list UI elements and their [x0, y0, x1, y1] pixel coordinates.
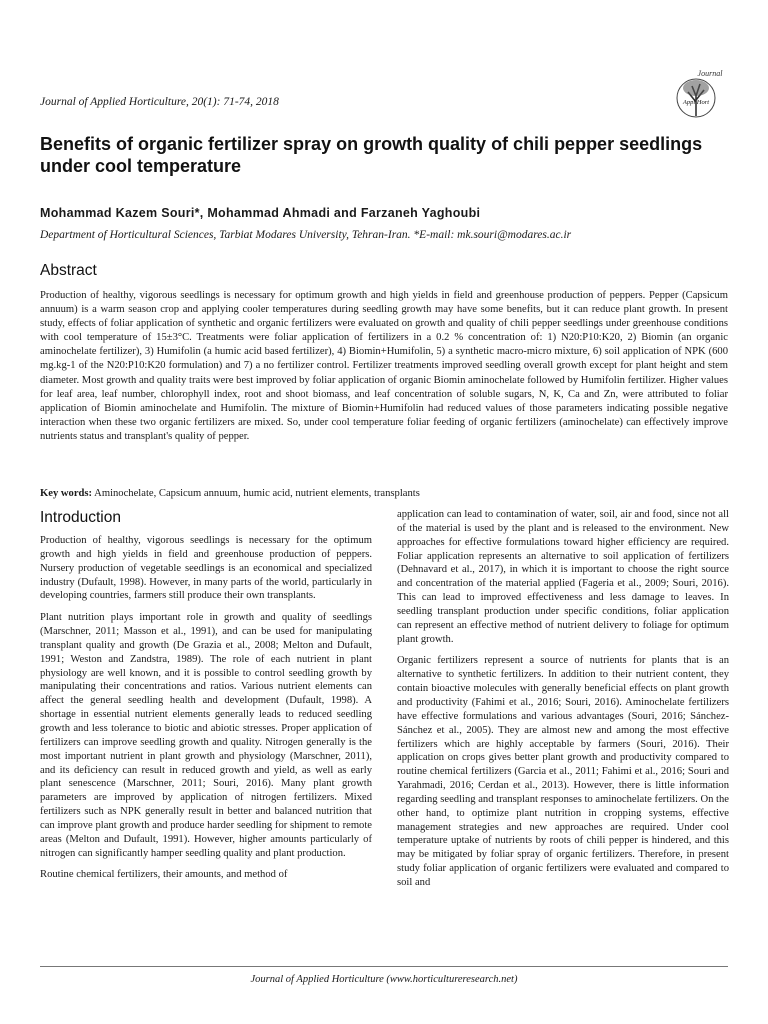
intro-paragraph: Organic fertilizers represent a source of nutrients for plants that is an alternative to synthetic fertilizers. In addition to their nutrient content, they contain bioactive molecules with generally beneficial effects on plant growth and productivity (Fahimi et al., 2016; Souri, 2016). Aminochelate fertilizers have effective formulations and various advantages (Souri, 2016; Sánchez-Sánchez et al., 2005). They are almost new and among the most effective fertilizers which are highly acceptable by farmers (Souri, 2016). Their application on crops gives better plant growth and productivity compared to routine chemical fertilizers (Garcia et al., 2011; Fahimi et al., 2016; Souri and Yarahmadi, 2016; Cerdan et al., 2013). However, there is little information regarding seedling and transplant responses to aminochelate fertilizers. On the other hand, to optimize plant nutrition in cropping systems, effective management strategies and new approaches are required. Under cool temperature uptake of nutrients by roots of chili pepper is hindered, and this may be mitigated by foliar spray of organic fertilizers. Therefore, in present study foliar application of organic fertilizers were evaluated and compared to soil and — [397, 655, 729, 888]
left-column — [40, 534, 372, 890]
article-title: Benefits of organic fertilizer spray on growth quality of chili pepper seedlings under cool temperature — [40, 134, 703, 176]
author-list: Mohammad Kazem Souri*, Mohammad Ahmadi and Farzaneh Yaghoubi — [40, 206, 481, 220]
keywords-label: Key words: — [40, 488, 93, 499]
journal-logo-icon — [664, 66, 728, 120]
keywords — [40, 487, 728, 501]
journal-citation: Journal of Applied Horticulture, 20(1): 71-74, 2018 — [40, 96, 279, 108]
intro-paragraph: Production of healthy, vigorous seedlings is necessary for the optimum growth and high yields in field and greenhouse production of peppers. Nursery production of vegetable seedlings is an economical and specialized industry (Dufault, 1998). However, in many parts of the world, particularly in developing countries, farmers still produce their own transplants. — [40, 535, 372, 602]
introduction-heading: Introduction — [40, 509, 121, 526]
logo-text-bottom: Appl Hort — [682, 99, 710, 106]
keywords-text: Aminochelate, Capsicum annuum, humic acid, nutrient elements, transplants — [94, 488, 420, 499]
page-footer: Journal of Applied Horticulture (www.horticultureresearch.net) — [250, 974, 518, 985]
abstract-heading: Abstract — [40, 262, 97, 279]
abstract-text: Production of healthy, vigorous seedlings is necessary for optimum growth and high yields in field and greenhouse production of peppers. Pepper (Capsicum annuum) is a warm season crop and applying cooler temperatures during seedling growth may have some benefits, but it can reduce plant growth. In present study, effects of foliar application of synthetic and organic fertilizers were evaluated on growth and quality of chili pepper seedlings under greenhouse conditions with cool temperature of 15±3°C. Treatments were foliar application of fertilizers in a 0.2 % concentration of: 1) N20:P10:K20, 2) Biomin (an organic aminochelate fertilizer), 3) Humifolin (a humic acid based fertilizer), 4) Biomin+Humifolin, 5) a synthetic macro-micro mixture, 6) soil application of NPK (600 mg.kg-1 of the N20:P10:K20 formulation) and 7) a no fertilizer control. Fertilizer treatments improved seedling overall growth except for plant height and stem diameter. Most growth and quality traits were best improved by foliar application of organic Biomin aminochelate followed by Humifolin fertilizer. Higher values for leaf area, leaf number, chlorophyll index, root and shoot biomass, and leaf concentration of soluble sugars, N, K, Ca and Zn, were attributed to foliar application of Biomin aminochelate and Humifolin. The mixture of Biomin+Humifolin had reduced values of those parameters indicating possible negative interaction when these two organic fertilizers are mixed. So, under cool temperature foliar feeding of organic fertilizers (aminochelate) can effectively improve nutrients status and transplant's quality of pepper. — [40, 290, 728, 442]
intro-paragraph: Plant nutrition plays important role in growth and quality of seedlings (Marschner, 2011; Masson et al., 1991), and can be used for manipulating transplant quality and growth (De Grazia et al., 2008; Melton and Dufault, 1991; Weston and Zandstra, 1989). The role of each nutrient in plant physiology are well known, and it is possible to control seedling growth by manipulating their concentrations and ratios. Various nutrient elements can affect the general seedling health and development (Dufault, 1998). A shortage in essential nutrient elements generally leads to reduced seedling growth and less tolerance to biotic and abiotic stresses. Proper application of fertilizers can improve seedling growth and quality. Nitrogen generally is the most important nutrient in plant growth and physiology (Marschner, 2011), and its deficiency can result in reduced growth and yield, as well as early plant senescence (Marschner, 2011; Souri, 2016). Many plant growth parameters are improved by application of nitrogen fertilizers. Mixed fertilizers such as NPK generally result in better and balanced nutrition that can improve plant growth and produce harder seedling for shipment to remote areas (Melton and Dufault, 1991). However, higher amounts particularly of nitrogen can significantly hamper seedling quality and plant production. — [40, 612, 372, 859]
intro-paragraph: Routine chemical fertilizers, their amounts, and method of — [40, 869, 288, 881]
right-column — [397, 508, 729, 898]
intro-paragraph: application can lead to contamination of water, soil, air and food, since not all of the material is used by the plant and is released to the environment. New approaches for effective formulations toward higher efficiency are required. Foliar application represents an alternative to soil application of fertilizers (Dehnavard et al., 2017), in which it is important to choose the right source and concentration of the material applied (Fageria et al., 2009; Souri, 2016). This can lead to improved effectiveness and less damage to leaves. In seedling transplant production under specific conditions, foliar application can represent an effective method of nutrient delivery to foliage for optimum plant growth. — [397, 509, 729, 645]
footer-divider — [40, 966, 728, 967]
author-affiliation: Department of Horticultural Sciences, Tarbiat Modares University, Tehran-Iran. *E-mail: mk.souri@modares.ac.ir — [40, 229, 572, 241]
logo-text-top: Journal — [697, 69, 723, 78]
